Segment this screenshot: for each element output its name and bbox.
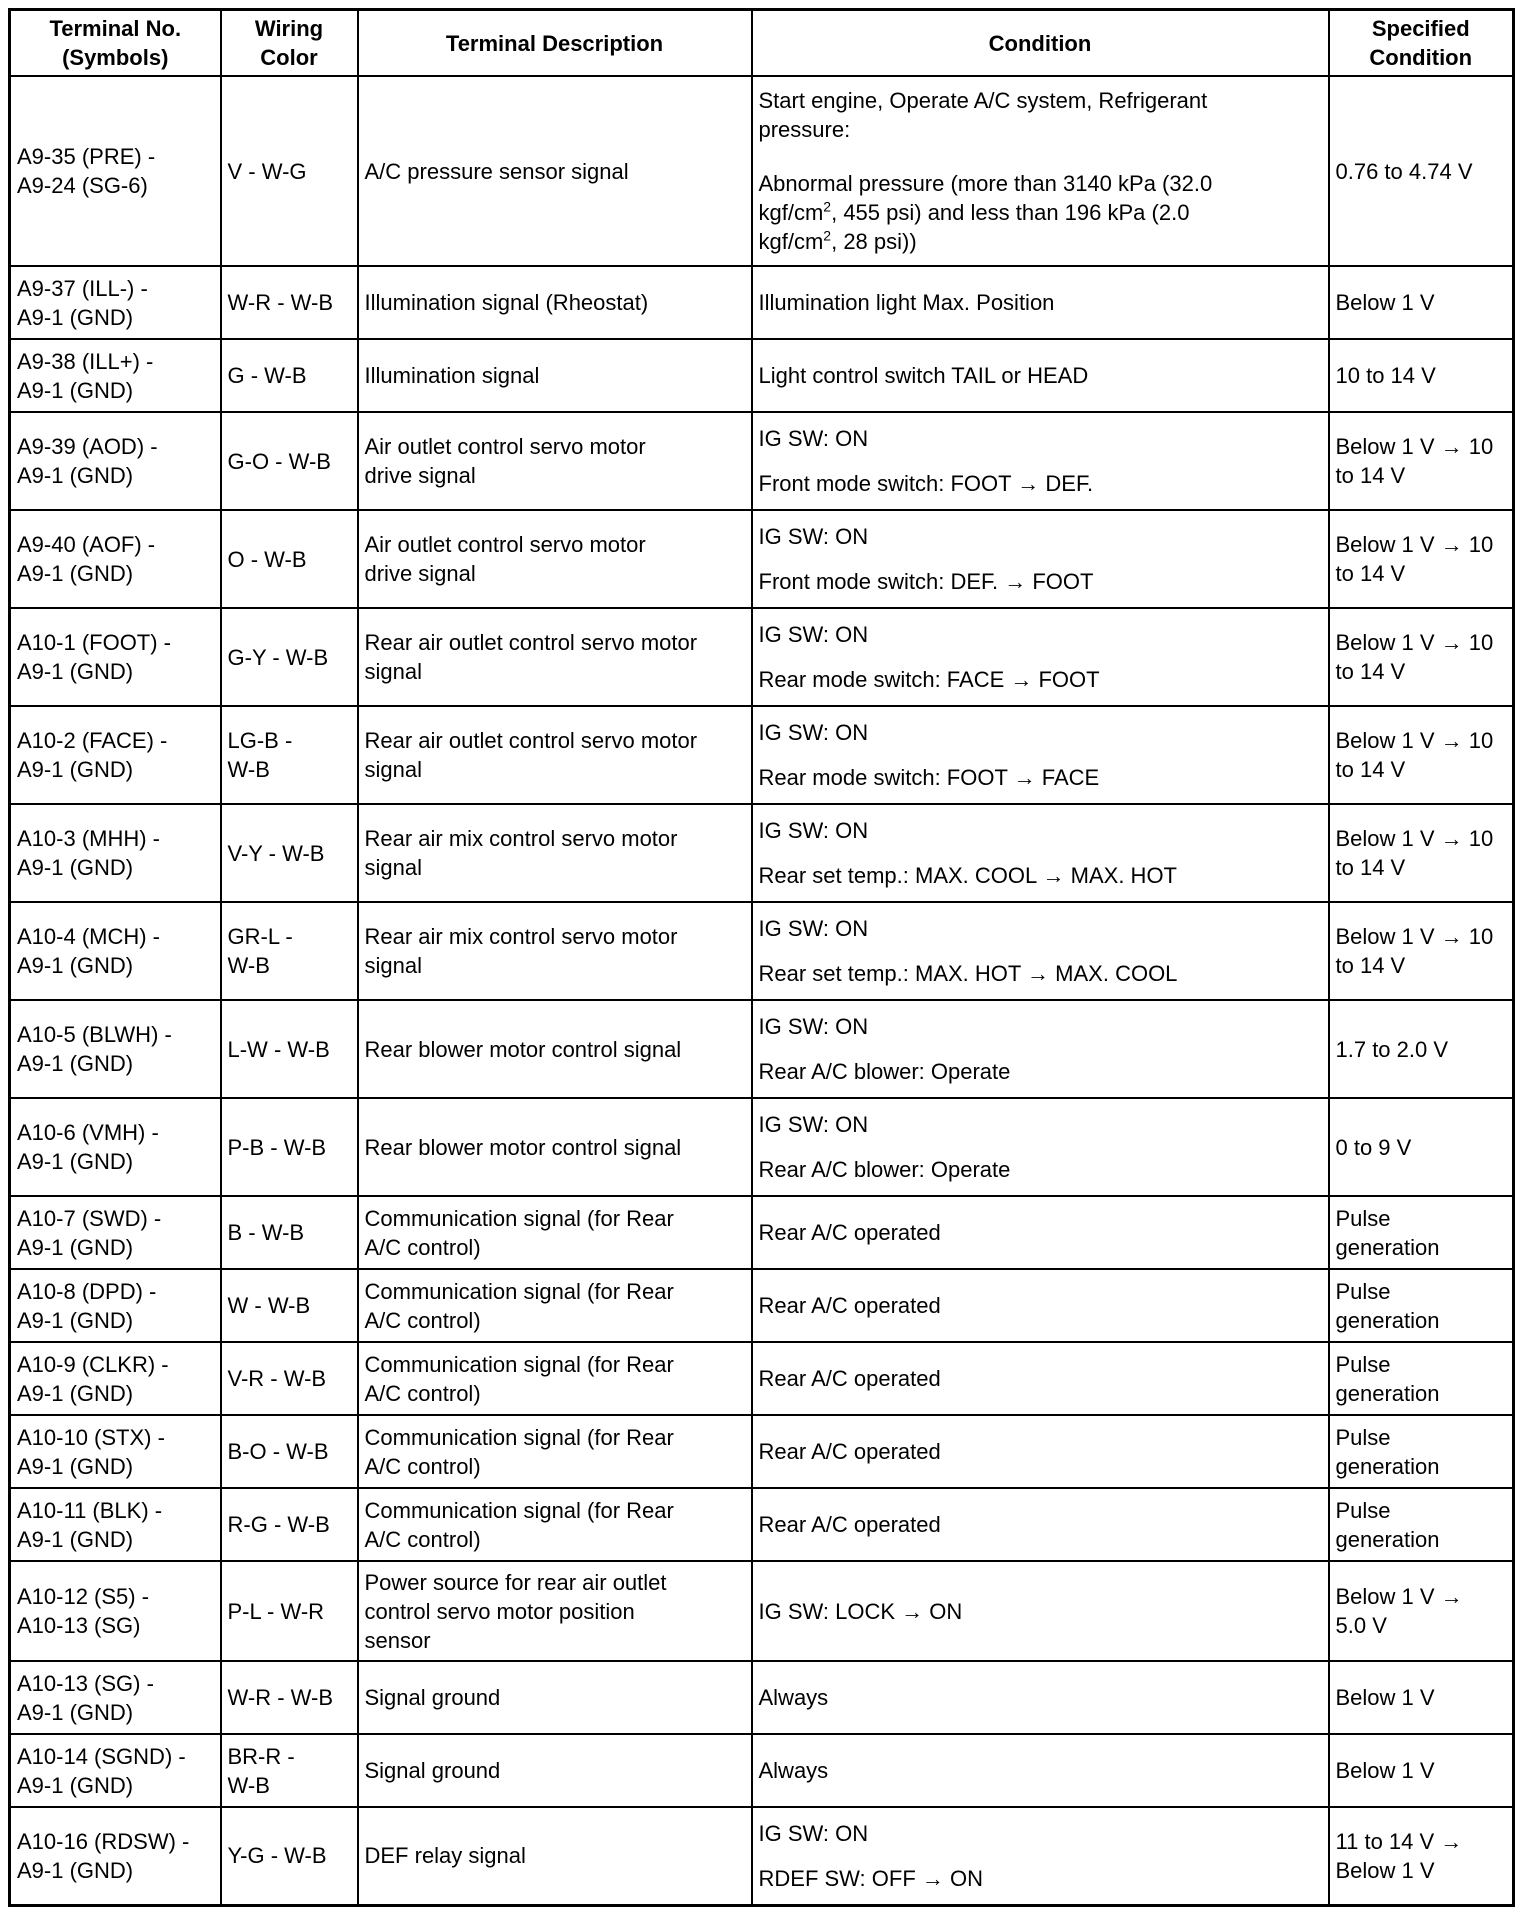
spec-cell: Below 1 V → 10 to 14 V [1329, 412, 1514, 510]
description-cell: Communication signal (for Rear A/C control) [358, 1342, 752, 1415]
table-row [10, 1269, 1514, 1342]
description-cell: Rear air mix control servo motor signal [358, 902, 752, 1000]
terminal-cell: A10-2 (FACE) - A9-1 (GND) [10, 706, 221, 804]
spec-cell: Below 1 V → 10 to 14 V [1329, 706, 1514, 804]
condition-cell: IG SW: ON Front mode switch: FOOT → DEF. [752, 412, 1329, 510]
condition-cell: IG SW: ON Rear mode switch: FOOT → FACE [752, 706, 1329, 804]
description-cell: Communication signal (for Rear A/C control) [358, 1196, 752, 1269]
table-row [10, 1561, 1514, 1661]
spec-cell: Below 1 V [1329, 1734, 1514, 1807]
terminal-cell: A10-16 (RDSW) - A9-1 (GND) [10, 1807, 221, 1905]
spec-cell: Pulse generation [1329, 1415, 1514, 1488]
wiring-cell: V - W-G [221, 76, 358, 266]
wiring-cell: P-B - W-B [221, 1098, 358, 1196]
spec-cell: Pulse generation [1329, 1269, 1514, 1342]
table-row [10, 76, 1514, 266]
wiring-cell: GR-L - W-B [221, 902, 358, 1000]
spec-cell: 0.76 to 4.74 V [1329, 76, 1514, 266]
terminal-cell: A9-37 (ILL-) - A9-1 (GND) [10, 266, 221, 339]
condition-cell: IG SW: LOCK → ON [752, 1561, 1329, 1661]
wiring-cell: G-Y - W-B [221, 608, 358, 706]
wiring-cell: B - W-B [221, 1196, 358, 1269]
wiring-cell: W-R - W-B [221, 266, 358, 339]
wiring-cell: V-R - W-B [221, 1342, 358, 1415]
condition-cell: IG SW: ON Rear mode switch: FACE → FOOT [752, 608, 1329, 706]
description-cell: Illumination signal [358, 339, 752, 412]
terminal-cell: A10-6 (VMH) - A9-1 (GND) [10, 1098, 221, 1196]
wiring-cell: G-O - W-B [221, 412, 358, 510]
table-row [10, 1098, 1514, 1196]
description-cell: Signal ground [358, 1661, 752, 1734]
header-condition: Condition [752, 10, 1329, 77]
spec-cell: Below 1 V [1329, 1661, 1514, 1734]
spec-cell: 11 to 14 V → Below 1 V [1329, 1807, 1514, 1905]
condition-cell: Light control switch TAIL or HEAD [752, 339, 1329, 412]
terminal-cell: A10-12 (S5) - A10-13 (SG) [10, 1561, 221, 1661]
terminal-cell: A10-10 (STX) - A9-1 (GND) [10, 1415, 221, 1488]
table-row [10, 706, 1514, 804]
terminal-cell: A10-14 (SGND) - A9-1 (GND) [10, 1734, 221, 1807]
spec-cell: Pulse generation [1329, 1342, 1514, 1415]
wiring-cell: BR-R - W-B [221, 1734, 358, 1807]
wiring-cell: P-L - W-R [221, 1561, 358, 1661]
terminal-cell: A9-39 (AOD) - A9-1 (GND) [10, 412, 221, 510]
table-row [10, 1196, 1514, 1269]
table-row [10, 510, 1514, 608]
description-cell: Rear air outlet control servo motor signal [358, 608, 752, 706]
terminal-cell: A9-38 (ILL+) - A9-1 (GND) [10, 339, 221, 412]
table-header-row [10, 10, 1514, 77]
terminal-cell: A10-8 (DPD) - A9-1 (GND) [10, 1269, 221, 1342]
description-cell: Rear air mix control servo motor signal [358, 804, 752, 902]
description-cell: Communication signal (for Rear A/C control) [358, 1488, 752, 1561]
condition-cell: IG SW: ON Front mode switch: DEF. → FOOT [752, 510, 1329, 608]
condition-cell: Always [752, 1734, 1329, 1807]
table-row [10, 1734, 1514, 1807]
header-terminal-description: Terminal Description [358, 10, 752, 77]
condition-cell: IG SW: ON RDEF SW: OFF → ON [752, 1807, 1329, 1905]
table-row [10, 1342, 1514, 1415]
spec-cell: Below 1 V → 10 to 14 V [1329, 510, 1514, 608]
spec-cell: 0 to 9 V [1329, 1098, 1514, 1196]
description-cell: Signal ground [358, 1734, 752, 1807]
table-row [10, 804, 1514, 902]
table-row [10, 1661, 1514, 1734]
wiring-cell: Y-G - W-B [221, 1807, 358, 1905]
header-specified-condition: Specified Condition [1329, 10, 1514, 77]
spec-cell: Below 1 V → 10 to 14 V [1329, 804, 1514, 902]
table-row [10, 1807, 1514, 1905]
condition-cell: IG SW: ON Rear A/C blower: Operate [752, 1098, 1329, 1196]
description-cell: Rear blower motor control signal [358, 1000, 752, 1098]
terminal-cell: A10-9 (CLKR) - A9-1 (GND) [10, 1342, 221, 1415]
table-row [10, 608, 1514, 706]
wiring-cell: B-O - W-B [221, 1415, 358, 1488]
condition-cell: IG SW: ON Rear set temp.: MAX. COOL → MAX. HOT [752, 804, 1329, 902]
terminal-cell: A10-1 (FOOT) - A9-1 (GND) [10, 608, 221, 706]
description-cell: Rear air outlet control servo motor signal [358, 706, 752, 804]
condition-cell: IG SW: ON Rear set temp.: MAX. HOT → MAX. COOL [752, 902, 1329, 1000]
terminal-cell: A10-3 (MHH) - A9-1 (GND) [10, 804, 221, 902]
wiring-cell: G - W-B [221, 339, 358, 412]
condition-cell: Rear A/C operated [752, 1269, 1329, 1342]
wiring-cell: W-R - W-B [221, 1661, 358, 1734]
terminal-cell: A10-4 (MCH) - A9-1 (GND) [10, 902, 221, 1000]
terminal-spec-sheet [8, 8, 1512, 1907]
terminal-cell: A10-11 (BLK) - A9-1 (GND) [10, 1488, 221, 1561]
condition-cell: Start engine, Operate A/C system, Refrigerant pressure: Abnormal pressure (more than 3140 kPa (32.0 kgf/$cm^2$, 455 psi) and less than 196 kPa (2.0 kgf/$cm^2$, 28 psi)) [752, 76, 1329, 266]
spec-cell: Pulse generation [1329, 1196, 1514, 1269]
spec-cell: 1.7 to 2.0 V [1329, 1000, 1514, 1098]
description-cell: Power source for rear air outlet control servo motor position sensor [358, 1561, 752, 1661]
condition-cell: Rear A/C operated [752, 1488, 1329, 1561]
table-row [10, 1488, 1514, 1561]
description-cell: Air outlet control servo motor drive signal [358, 412, 752, 510]
wiring-cell: LG-B - W-B [221, 706, 358, 804]
wiring-cell: O - W-B [221, 510, 358, 608]
header-wiring-color: Wiring Color [221, 10, 358, 77]
table-row [10, 1000, 1514, 1098]
terminal-cell: A10-5 (BLWH) - A9-1 (GND) [10, 1000, 221, 1098]
terminal-cell: A10-13 (SG) - A9-1 (GND) [10, 1661, 221, 1734]
condition-cell: Always [752, 1661, 1329, 1734]
wiring-cell: V-Y - W-B [221, 804, 358, 902]
condition-line: kgf/$cm^2$, 455 psi) and less than 196 kPa (2.0 [758, 198, 1190, 225]
spec-cell: 10 to 14 V [1329, 339, 1514, 412]
wiring-cell: R-G - W-B [221, 1488, 358, 1561]
table-row [10, 339, 1514, 412]
condition-line: kgf/$cm^2$, 28 psi)) [758, 227, 917, 254]
condition-cell: IG SW: ON Rear A/C blower: Operate [752, 1000, 1329, 1098]
table-row [10, 1415, 1514, 1488]
description-cell: Illumination signal (Rheostat) [358, 266, 752, 339]
condition-cell: Rear A/C operated [752, 1415, 1329, 1488]
spec-cell: Below 1 V → 10 to 14 V [1329, 902, 1514, 1000]
spec-cell: Below 1 V → 10 to 14 V [1329, 608, 1514, 706]
terminal-cell: A9-40 (AOF) - A9-1 (GND) [10, 510, 221, 608]
condition-cell: Illumination light Max. Position [752, 266, 1329, 339]
condition-cell: Rear A/C operated [752, 1196, 1329, 1269]
wiring-cell: W - W-B [221, 1269, 358, 1342]
wiring-cell: L-W - W-B [221, 1000, 358, 1098]
terminal-spec-table [8, 8, 1515, 1907]
spec-cell: Below 1 V → 5.0 V [1329, 1561, 1514, 1661]
terminal-cell: A10-7 (SWD) - A9-1 (GND) [10, 1196, 221, 1269]
header-terminal-no: Terminal No. (Symbols) [10, 10, 221, 77]
description-cell: Communication signal (for Rear A/C control) [358, 1415, 752, 1488]
terminal-cell: A9-35 (PRE) - A9-24 (SG-6) [10, 76, 221, 266]
description-cell: Communication signal (for Rear A/C control) [358, 1269, 752, 1342]
table-row [10, 266, 1514, 339]
description-cell: A/C pressure sensor signal [358, 76, 752, 266]
spec-cell: Pulse generation [1329, 1488, 1514, 1561]
table-row [10, 412, 1514, 510]
description-cell: DEF relay signal [358, 1807, 752, 1905]
condition-cell: Rear A/C operated [752, 1342, 1329, 1415]
description-cell: Rear blower motor control signal [358, 1098, 752, 1196]
table-row [10, 902, 1514, 1000]
spec-cell: Below 1 V [1329, 266, 1514, 339]
description-cell: Air outlet control servo motor drive signal [358, 510, 752, 608]
